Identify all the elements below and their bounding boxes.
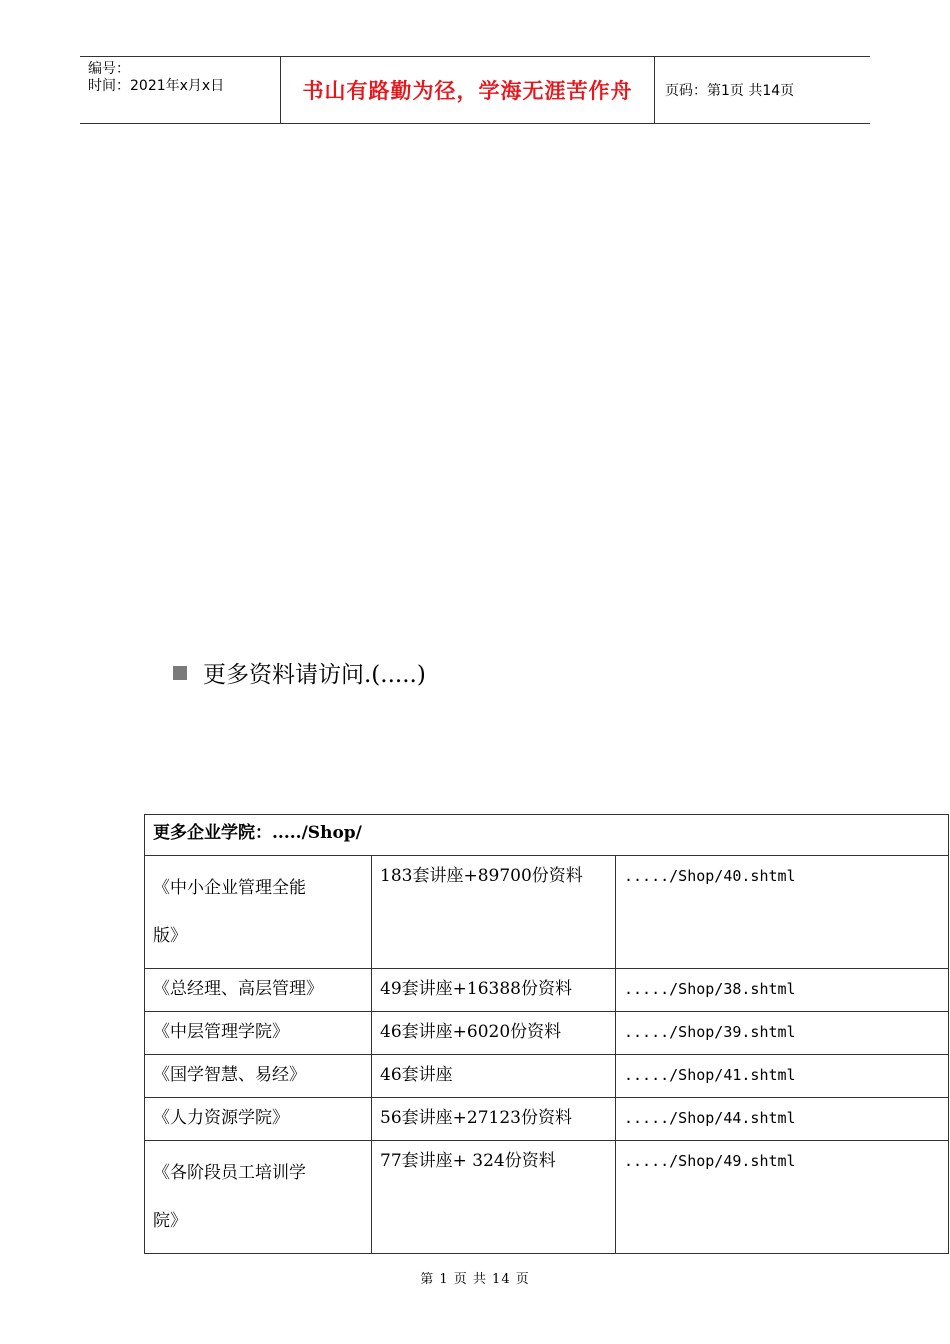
header-motto: 书山有路勤为径，学海无涯苦作舟 bbox=[281, 57, 655, 123]
row-name: 《中层管理学院》 bbox=[145, 1012, 372, 1055]
row-desc: 46套讲座 bbox=[372, 1055, 616, 1098]
row-link[interactable]: ...../Shop/49.shtml bbox=[616, 1141, 949, 1254]
document-header bbox=[80, 56, 870, 124]
time-label: 时间：2021年x月x日 bbox=[88, 78, 225, 94]
row-desc: 183套讲座+89700份资料 bbox=[372, 856, 616, 969]
row-name: 《各阶段员工培训学 院》 bbox=[145, 1141, 372, 1254]
row-name: 《人力资源学院》 bbox=[145, 1098, 372, 1141]
table-row bbox=[145, 1141, 949, 1254]
row-desc: 56套讲座+27123份资料 bbox=[372, 1098, 616, 1141]
row-name: 《中小企业管理全能 版》 bbox=[145, 856, 372, 969]
page-footer: 第 1 页 共 14 页 bbox=[420, 1272, 530, 1287]
header-meta bbox=[80, 57, 281, 123]
row-link[interactable]: ...../Shop/38.shtml bbox=[616, 969, 949, 1012]
header-page-info: 页码：第1页 共14页 bbox=[665, 83, 795, 99]
row-link[interactable]: ...../Shop/40.shtml bbox=[616, 856, 949, 969]
row-name: 《国学智慧、易经》 bbox=[145, 1055, 372, 1098]
table-row bbox=[145, 1098, 949, 1141]
row-link[interactable]: ...../Shop/39.shtml bbox=[616, 1012, 949, 1055]
row-desc: 77套讲座+ 324份资料 bbox=[372, 1141, 616, 1254]
table-row bbox=[145, 969, 949, 1012]
resource-table bbox=[144, 814, 949, 1254]
row-link[interactable]: ...../Shop/44.shtml bbox=[616, 1098, 949, 1141]
table-title: 更多企业学院：...../Shop/ bbox=[145, 815, 949, 856]
row-desc: 46套讲座+6020份资料 bbox=[372, 1012, 616, 1055]
row-desc: 49套讲座+16388份资料 bbox=[372, 969, 616, 1012]
more-info-bullet bbox=[173, 656, 426, 689]
table-row bbox=[145, 1012, 949, 1055]
row-name: 《总经理、高层管理》 bbox=[145, 969, 372, 1012]
table-row bbox=[145, 1055, 949, 1098]
table-row bbox=[145, 856, 949, 969]
square-bullet-icon bbox=[173, 666, 187, 680]
number-label: 编号： bbox=[88, 61, 130, 77]
more-info-text: 更多资料请访问.(.....) bbox=[203, 662, 426, 688]
row-link[interactable]: ...../Shop/41.shtml bbox=[616, 1055, 949, 1098]
